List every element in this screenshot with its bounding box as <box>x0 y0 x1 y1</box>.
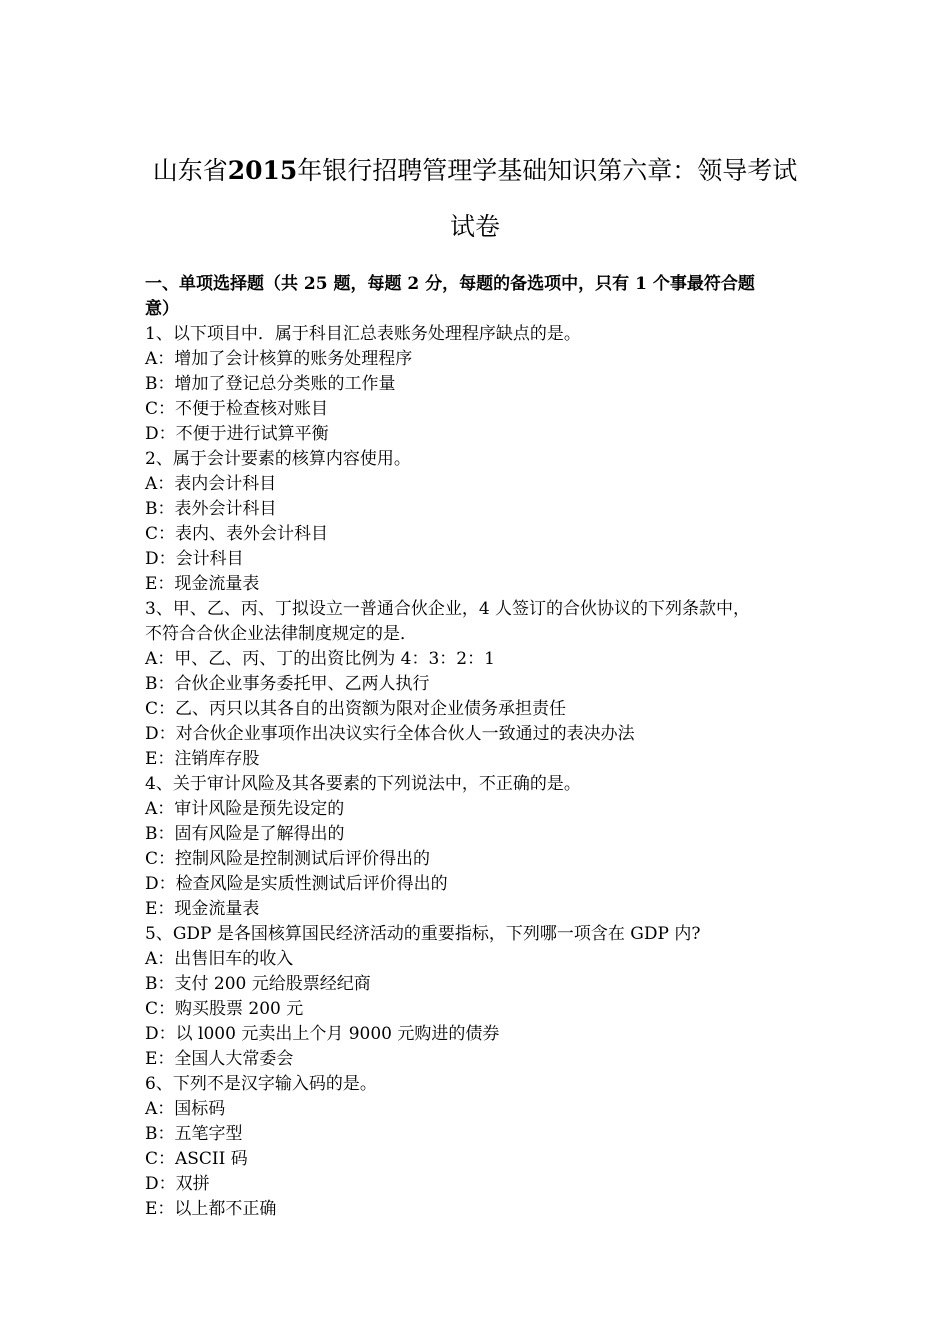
answer-option: A：出售旧车的收入 <box>145 949 294 969</box>
answer-option: D：会计科目 <box>145 549 244 569</box>
answer-option: E：现金流量表 <box>145 899 260 919</box>
title-year: 2015 <box>227 156 298 185</box>
answer-option: C：ASCII 码 <box>145 1149 248 1169</box>
section-heading <box>145 272 825 322</box>
question-stem: 5、GDP 是各国核算国民经济活动的重要指标，下列哪一项含在 GDP 内? <box>145 924 701 944</box>
question-list <box>145 322 825 1222</box>
question-stem: 4、关于审计风险及其各要素的下列说法中，不正确的是。 <box>145 774 581 794</box>
question-block <box>145 447 825 597</box>
answer-option: E：以上都不正确 <box>145 1199 277 1219</box>
answer-option: B：合伙企业事务委托甲、乙两人执行 <box>145 674 430 694</box>
question-block <box>145 772 825 922</box>
answer-option: D：不便于进行试算平衡 <box>145 424 329 444</box>
question-block <box>145 1072 825 1222</box>
answer-option: A：表内会计科目 <box>145 474 277 494</box>
question-stem: 6、下列不是汉字输入码的是。 <box>145 1074 377 1094</box>
answer-option: A：增加了会计核算的账务处理程序 <box>145 349 413 369</box>
title-suffix: 年银行招聘管理学基础知识第六章：领导考试 <box>297 156 798 185</box>
question-block <box>145 322 825 447</box>
answer-option: D：检查风险是实质性测试后评价得出的 <box>145 874 448 894</box>
title-prefix: 山东省 <box>152 156 228 185</box>
answer-option: C：购买股票 200 元 <box>145 999 304 1019</box>
question-block <box>145 922 825 1072</box>
page-title <box>100 143 850 255</box>
answer-option: C：乙、丙只以其各自的出资额为限对企业债务承担责任 <box>145 699 567 719</box>
question-stem: 1、以下项目中．属于科目汇总表账务处理程序缺点的是。 <box>145 324 581 344</box>
answer-option: B：五笔字型 <box>145 1124 243 1144</box>
question-block <box>145 597 825 772</box>
answer-option: A：审计风险是预先设定的 <box>145 799 345 819</box>
question-stem: 不符合合伙企业法律制度规定的是． <box>145 624 417 644</box>
answer-option: D：双拼 <box>145 1174 210 1194</box>
answer-option: B：增加了登记总分类账的工作量 <box>145 374 396 394</box>
answer-option: D：对合伙企业事项作出决议实行全体合伙人一致通过的表决办法 <box>145 724 635 744</box>
answer-option: E：现金流量表 <box>145 574 260 594</box>
answer-option: E：全国人大常委会 <box>145 1049 294 1069</box>
section-heading-line-1: 一、单项选择题（共 25 题，每题 2 分，每题的备选项中，只有 1 个事最符合题 <box>145 274 755 294</box>
answer-option: D：以 l000 元卖出上个月 9000 元购进的债券 <box>145 1024 500 1044</box>
answer-option: A：国标码 <box>145 1099 226 1119</box>
exam-content <box>145 272 825 1222</box>
answer-option: C：控制风险是控制测试后评价得出的 <box>145 849 431 869</box>
answer-option: B：表外会计科目 <box>145 499 277 519</box>
title-line-2: 试卷 <box>449 212 500 241</box>
section-heading-line-2: 意） <box>145 299 179 319</box>
question-stem: 3、甲、乙、丙、丁拟设立一普通合伙企业，4 人签订的合伙协议的下列条款中， <box>145 599 751 619</box>
question-stem: 2、属于会计要素的核算内容使用。 <box>145 449 411 469</box>
answer-option: E：注销库存股 <box>145 749 260 769</box>
answer-option: B：支付 200 元给股票经纪商 <box>145 974 371 994</box>
answer-option: B：固有风险是了解得出的 <box>145 824 345 844</box>
title-line-1 <box>100 143 850 199</box>
answer-option: A：甲、乙、丙、丁的出资比例为 4：3：2：1 <box>145 649 495 669</box>
answer-option: C：不便于检查核对账目 <box>145 399 329 419</box>
answer-option: C：表内、表外会计科目 <box>145 524 329 544</box>
